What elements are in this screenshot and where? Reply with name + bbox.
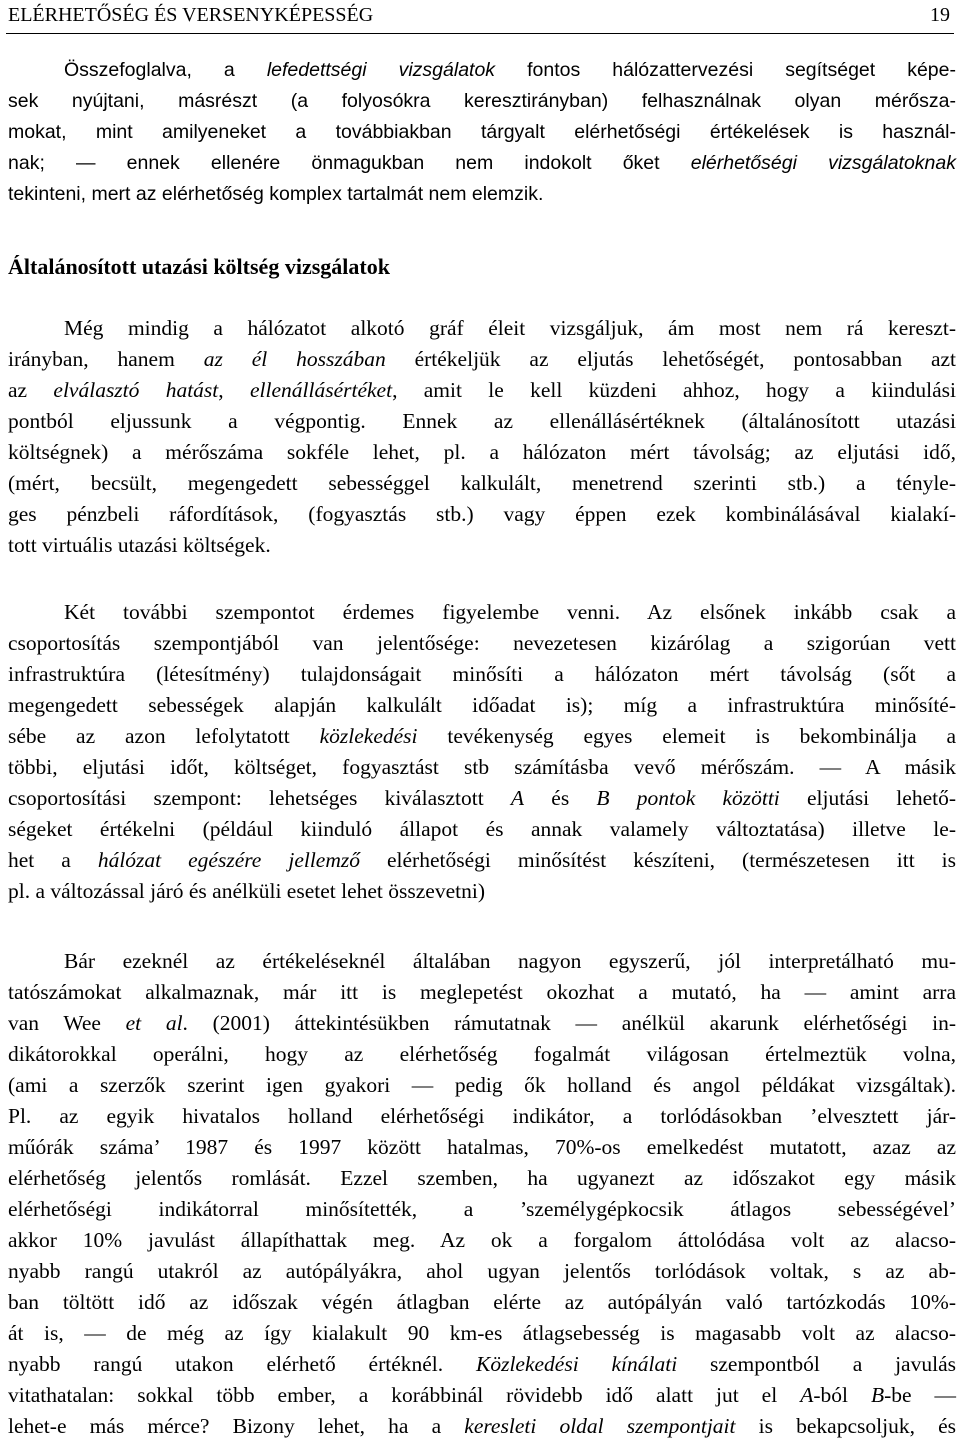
text-run: tott virtuális utazási költségek. bbox=[8, 533, 271, 557]
text-line bbox=[8, 1256, 956, 1287]
italic-run: keresleti oldal szempontjait bbox=[464, 1414, 736, 1438]
section-heading: Általánosított utazási költség vizsgálatok bbox=[8, 254, 390, 279]
italic-run: A bbox=[510, 786, 525, 810]
text-run: csoportosítás szempontjából van jelentősége: nevezetesen kizárólag a szigorúan vett bbox=[8, 631, 956, 655]
text-run: Bár ezeknél az értékeléseknél általában nagyon egyszerű, jól interpretálható mu- bbox=[64, 949, 956, 973]
text-run: többi, eljutási időt, költséget, fogyasztást stb számításba vevő mérőszám. — A másik bbox=[8, 755, 956, 779]
text-line bbox=[8, 1163, 956, 1194]
italic-run: Közlekedési kínálati bbox=[475, 1352, 678, 1376]
text-run: ségeket értékelni (például kiinduló állapot és annak valamely változtatása) illetve le- bbox=[8, 817, 956, 841]
text-run: irányban, hanem bbox=[8, 347, 204, 371]
text-run: (ami a szerzők szerint igen gyakori — pedig ők holland és angol példákat vizsgáltak). bbox=[8, 1073, 956, 1097]
text-run: van Wee bbox=[8, 1011, 126, 1035]
italic-run: lefedettségi vizsgálatok bbox=[266, 59, 496, 81]
text-run: Még mindig a hálózatot alkotó gráf éleit vizsgáljuk, ám most nem rá kereszt- bbox=[64, 316, 956, 340]
page-number: 19 bbox=[930, 4, 950, 26]
text-line bbox=[8, 1132, 956, 1163]
italic-run: elválasztó hatást bbox=[53, 378, 219, 402]
text-line bbox=[8, 406, 956, 437]
text-run: elérhetőségi indikátorral minősítették, a ’személygépkocsik átlagos sebességével’ bbox=[8, 1197, 956, 1221]
text-line bbox=[8, 814, 956, 845]
text-run: Két további szempontot érdemes figyelembe venni. Az elsőnek inkább csak a bbox=[64, 600, 956, 624]
text-line bbox=[8, 1411, 956, 1442]
text-line bbox=[8, 628, 956, 659]
text-run: tevékenység egyes elemeit is bekombinálja a bbox=[417, 724, 956, 748]
text-run: mokat, mint amilyeneket a továbbiakban tárgyalt elérhetőségi értékelések is használ- bbox=[8, 121, 956, 143]
italic-run: et al bbox=[125, 1011, 183, 1035]
text-run: het a bbox=[8, 848, 98, 872]
italic-run: B bbox=[870, 1383, 885, 1407]
text-line bbox=[8, 86, 956, 117]
text-run: műórák száma’ 1987 és 1997 között hatalmas, 70%-os emelkedést mutatott, azaz az bbox=[8, 1135, 956, 1159]
text-run: költségnek) a mérőszáma sokféle lehet, pl. a hálózaton mért távolság; az eljutási idő, bbox=[8, 440, 956, 464]
text-line bbox=[8, 1194, 956, 1225]
text-line bbox=[8, 344, 956, 375]
text-run: és bbox=[524, 786, 597, 810]
text-line bbox=[8, 845, 956, 876]
text-run: (mért, becsült, megengedett sebességgel kalkulált, menetrend szerinti stb.) a tényle- bbox=[8, 471, 956, 495]
italic-run: A bbox=[800, 1383, 814, 1407]
italic-run: ellenállásértéket bbox=[249, 378, 393, 402]
text-run: tatószámokat alkalmaznak, már itt is meglepetést okozhat a mutató, ha — amint arra bbox=[8, 980, 956, 1004]
text-run: infrastruktúra (létesítmény) tulajdonságait minősíti a hálózaton mért távolság (sőt a bbox=[8, 662, 956, 686]
text-line bbox=[8, 690, 956, 721]
text-line bbox=[8, 530, 956, 561]
text-run: ban töltött idő az időszak végén átlagban elérte az autópályán való tartózkodás 10%- bbox=[8, 1290, 956, 1314]
text-run: csoportosítási szempont: lehetséges kiválasztott bbox=[8, 786, 511, 810]
text-run: az bbox=[8, 378, 54, 402]
text-line bbox=[8, 1101, 956, 1132]
text-run: szempontból a javulás bbox=[677, 1352, 956, 1376]
text-line bbox=[8, 876, 956, 907]
header-title: ELÉRHETŐSÉG ÉS VERSENYKÉPESSÉG bbox=[8, 4, 374, 26]
text-run: ges pénzbeli ráfordítások, (fogyasztás stb.) vagy éppen ezek kombinálásával kialakí- bbox=[8, 502, 956, 526]
text-run: nyabb rangú utakon elérhető értéknél. bbox=[8, 1352, 476, 1376]
text-line bbox=[8, 1039, 956, 1070]
text-run: eljutási lehető- bbox=[779, 786, 957, 810]
text-run: sébe az azon lefolytatott bbox=[8, 724, 320, 748]
text-line bbox=[8, 148, 956, 179]
text-line bbox=[8, 597, 956, 628]
text-run: is bekapcsoljuk, és bbox=[735, 1414, 956, 1438]
text-run: át is, — de még az így kialakult 90 km-es átlagsebesség is magasabb volt az alacso- bbox=[8, 1321, 956, 1345]
paragraph-van-wee-example bbox=[8, 946, 956, 1442]
italic-run: az él hosszában bbox=[203, 347, 386, 371]
text-run: fontos hálózattervezési segítséget képe- bbox=[495, 59, 956, 81]
text-run: tekinteni, mert az elérhetőség komplex tartalmát nem elemzik. bbox=[8, 183, 544, 205]
text-line bbox=[8, 55, 956, 86]
italic-run: B pontok közötti bbox=[596, 786, 780, 810]
text-line bbox=[8, 1318, 956, 1349]
text-line bbox=[8, 946, 956, 977]
text-run: nak; — ennek ellenére önmagukban nem indokolt őket bbox=[8, 152, 691, 174]
text-run: -ból bbox=[813, 1383, 871, 1407]
header-rule bbox=[6, 33, 954, 34]
text-run: , amit le kell küzdeni ahhoz, hogy a kiindulási bbox=[392, 378, 956, 402]
text-line bbox=[8, 1008, 956, 1039]
text-line bbox=[8, 117, 956, 148]
text-run: lehet-e más mérce? Bizony lehet, ha a bbox=[8, 1414, 465, 1438]
text-run: megengedett sebességek alapján kalkulált időadat is); míg a infrastruktúra minősíté- bbox=[8, 693, 956, 717]
paragraph-generalized-cost bbox=[8, 313, 956, 561]
text-run: . (2001) áttekintésükben rámutatnak — anélkül akarunk elérhetőségi in- bbox=[182, 1011, 956, 1035]
paragraph-coverage-summary bbox=[8, 55, 956, 210]
text-run: vitathatalan: sokkal több ember, a korábbinál rövidebb idő alatt jut el bbox=[8, 1383, 801, 1407]
paragraph-two-aspects bbox=[8, 597, 956, 907]
italic-run: hálózat egészére jellemző bbox=[97, 848, 360, 872]
text-run: -be — bbox=[884, 1383, 957, 1407]
text-line bbox=[8, 499, 956, 530]
text-line bbox=[8, 437, 956, 468]
text-line bbox=[8, 659, 956, 690]
text-run: pontból eljussunk a végpontig. Ennek az ellenállásértéknek (általánosított utazási bbox=[8, 409, 956, 433]
text-run: , bbox=[218, 378, 250, 402]
text-line bbox=[8, 721, 956, 752]
text-run: sek nyújtani, másrészt (a folyosókra keresztirányban) felhasználnak olyan mérősza- bbox=[8, 90, 956, 112]
text-line bbox=[8, 313, 956, 344]
text-run: értékeljük az eljutás lehetőségét, pontosabban azt bbox=[385, 347, 957, 371]
text-run: elérhetőség jelentős romlását. Ezzel szemben, ha ugyanezt az időszakot egy másik bbox=[8, 1166, 956, 1190]
text-run: pl. a változással járó és anélküli esetet lehet összevetni) bbox=[8, 879, 485, 903]
text-line bbox=[8, 1380, 956, 1411]
italic-run: elérhetőségi vizsgálatoknak bbox=[690, 152, 956, 174]
text-line bbox=[8, 1070, 956, 1101]
text-line bbox=[8, 783, 956, 814]
text-line bbox=[8, 179, 956, 210]
text-line bbox=[8, 1349, 956, 1380]
text-run: nyabb rangú utakról az autópályákra, ahol ugyan jelentős torlódások voltak, s az ab- bbox=[8, 1259, 956, 1283]
running-header bbox=[8, 2, 952, 32]
text-line bbox=[8, 1287, 956, 1318]
italic-run: közlekedési bbox=[319, 724, 418, 748]
text-run: Összefoglalva, a bbox=[64, 59, 267, 81]
text-line bbox=[8, 752, 956, 783]
text-run: dikátorokkal operálni, hogy az elérhetőség fogalmát világosan értelmeztük volna, bbox=[8, 1042, 956, 1066]
text-run: Pl. az egyik hivatalos holland elérhetőségi indikátor, a torlódásokban ’elvesztett jár- bbox=[8, 1104, 956, 1128]
text-line bbox=[8, 1225, 956, 1256]
text-line bbox=[8, 375, 956, 406]
text-line bbox=[8, 468, 956, 499]
text-run: elérhetőségi minősítést készíteni, (természetesen itt is bbox=[360, 848, 957, 872]
text-run: akkor 10% javulást állapíthattak meg. Az ok a forgalom áttolódása volt az alacso- bbox=[8, 1228, 956, 1252]
text-line bbox=[8, 977, 956, 1008]
